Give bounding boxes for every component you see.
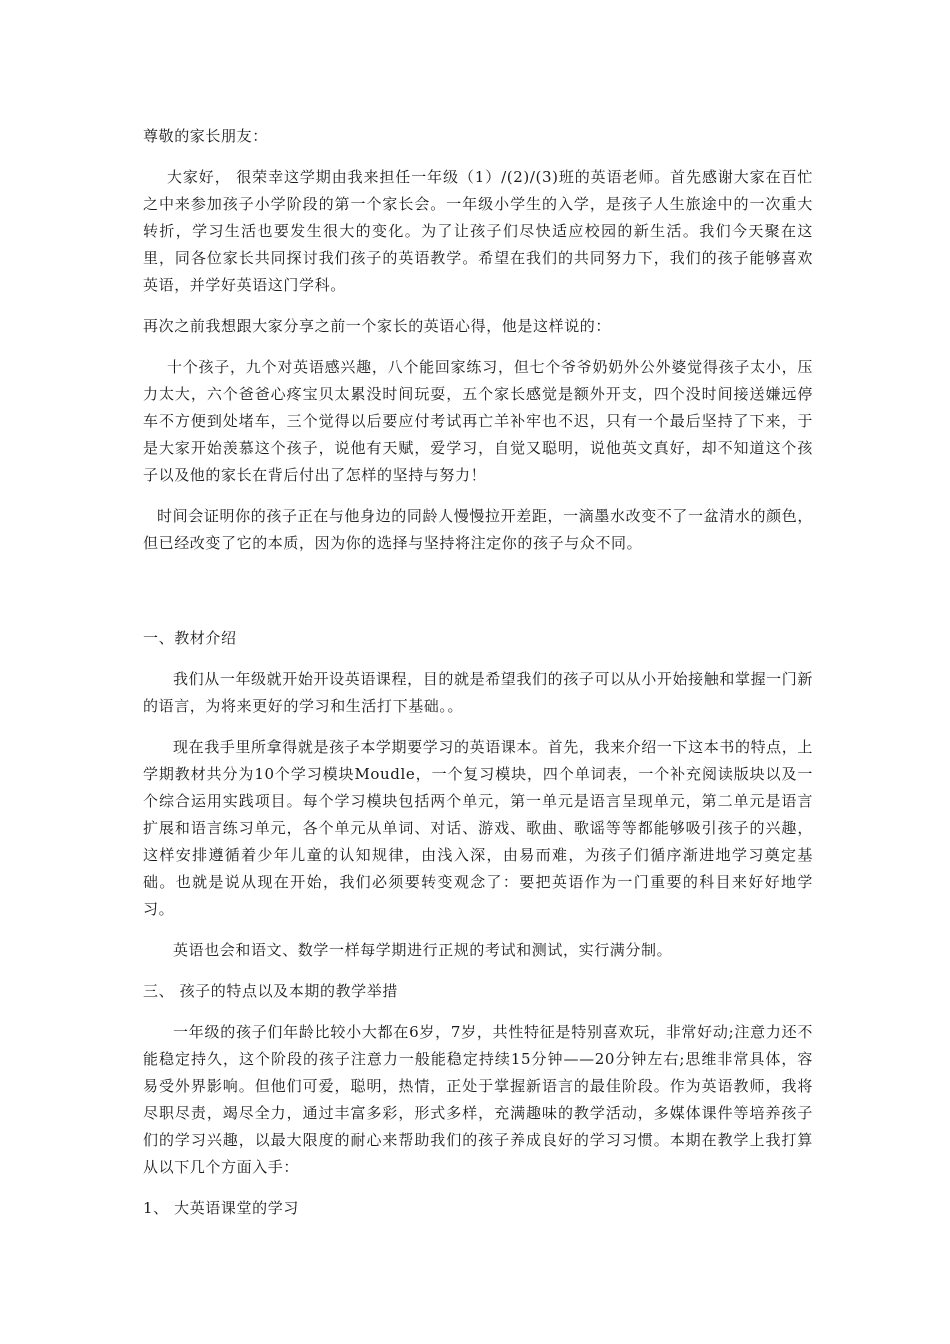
time-paragraph: 时间会证明你的孩子正在与他身边的同龄人慢慢拉开差距，一滴墨水改变不了一盆清水的颜色，但已经改变了它的本质，因为你的选择与坚持将注定你的孩子与众不同。 bbox=[143, 507, 813, 552]
textbook-paragraph-1: 我们从一年级就开始开设英语课程，目的就是希望我们的孩子可以从小开始接触和掌握一门新的语言，为将来更好的学习和生活打下基础。。 bbox=[143, 670, 813, 715]
document-body bbox=[143, 123, 813, 1236]
greeting: 尊敬的家长朋友： bbox=[143, 127, 268, 145]
section-heading-textbook: 一、教材介绍 bbox=[143, 629, 237, 647]
section-heading-characteristics: 三、 孩子的特点以及本期的教学举措 bbox=[143, 982, 398, 1000]
textbook-paragraph-3: 英语也会和语文、数学一样每学期进行正规的考试和测试，实行满分制。 bbox=[173, 941, 673, 959]
characteristics-paragraph: 一年级的孩子们年龄比较小大都在6岁，7岁，共性特征是特别喜欢玩，非常好动;注意力还不能稳定持久，这个阶段的孩子注意力一般能稳定持续15分钟——20分钟左右;思维非常具体，容易受外界影响。但他们可爱，聪明，热情，正处于掌握新语言的最佳阶段。作为英语教师，我将尽职尽责，竭尽全力，通过丰富多彩，形式多样，充满趣味的教学活动，多媒体课件等培养孩子们的学习兴趣，以最大限度的耐心来帮助我们的孩子养成良好的学习习惯。本期在教学上我打算从以下几个方面入手： bbox=[143, 1023, 813, 1176]
intro-paragraph: 大家好， 很荣幸这学期由我来担任一年级（1）/(2)/(3)班的英语老师。首先感谢大家在百忙之中来参加孩子小学阶段的第一个家长会。一年级小学生的入学，是孩子人生旅途中的一次重大转折，学习生活也要发生很大的变化。为了让孩子们尽快适应校园的新生活。我们今天聚在这里，同各位家长共同探讨我们孩子的英语教学。希望在我们的共同努力下，我们的孩子能够喜欢英语，并学好英语这门学科。 bbox=[143, 168, 813, 294]
section-spacer bbox=[143, 571, 813, 625]
parent-quote-paragraph: 十个孩子，九个对英语感兴趣，八个能回家练习，但七个爷爷奶奶外公外婆觉得孩子太小，压力太大，六个爸爸心疼宝贝太累没时间玩耍，五个家长感觉是额外开支，四个没时间接送嫌远停车不方便到处堵车，三个觉得以后要应付考试再亡羊补牢也不迟，只有一个最后坚持了下来，于是大家开始羡慕这个孩子，说他有天赋，爱学习，自觉又聪明，说他英文真好，却不知道这个孩子以及他的家长在背后付出了怎样的坚持与努力！ bbox=[143, 358, 813, 484]
textbook-paragraph-2: 现在我手里所拿得就是孩子本学期要学习的英语课本。首先，我来介绍一下这本书的特点，上学期教材共分为10个学习模块Moudle，一个复习模块，四个单词表，一个补充阅读版块以及一个综合运用实践项目。每个学习模块包括两个单元，第一单元是语言呈现单元，第二单元是语言扩展和语言练习单元，各个单元从单词、对话、游戏、歌曲、歌谣等等都能够吸引孩子的兴趣，这样安排遵循着少年儿童的认知规律，由浅入深，由易而难，为孩子们循序渐进地学习奠定基础。也就是说从现在开始，我们必须要转变观念了：要把英语作为一门重要的科目来好好地学习。 bbox=[143, 738, 813, 918]
lead-paragraph: 再次之前我想跟大家分享之前一个家长的英语心得，他是这样说的： bbox=[143, 317, 612, 335]
list-item-classroom-learning: 1、 大英语课堂的学习 bbox=[143, 1199, 299, 1217]
